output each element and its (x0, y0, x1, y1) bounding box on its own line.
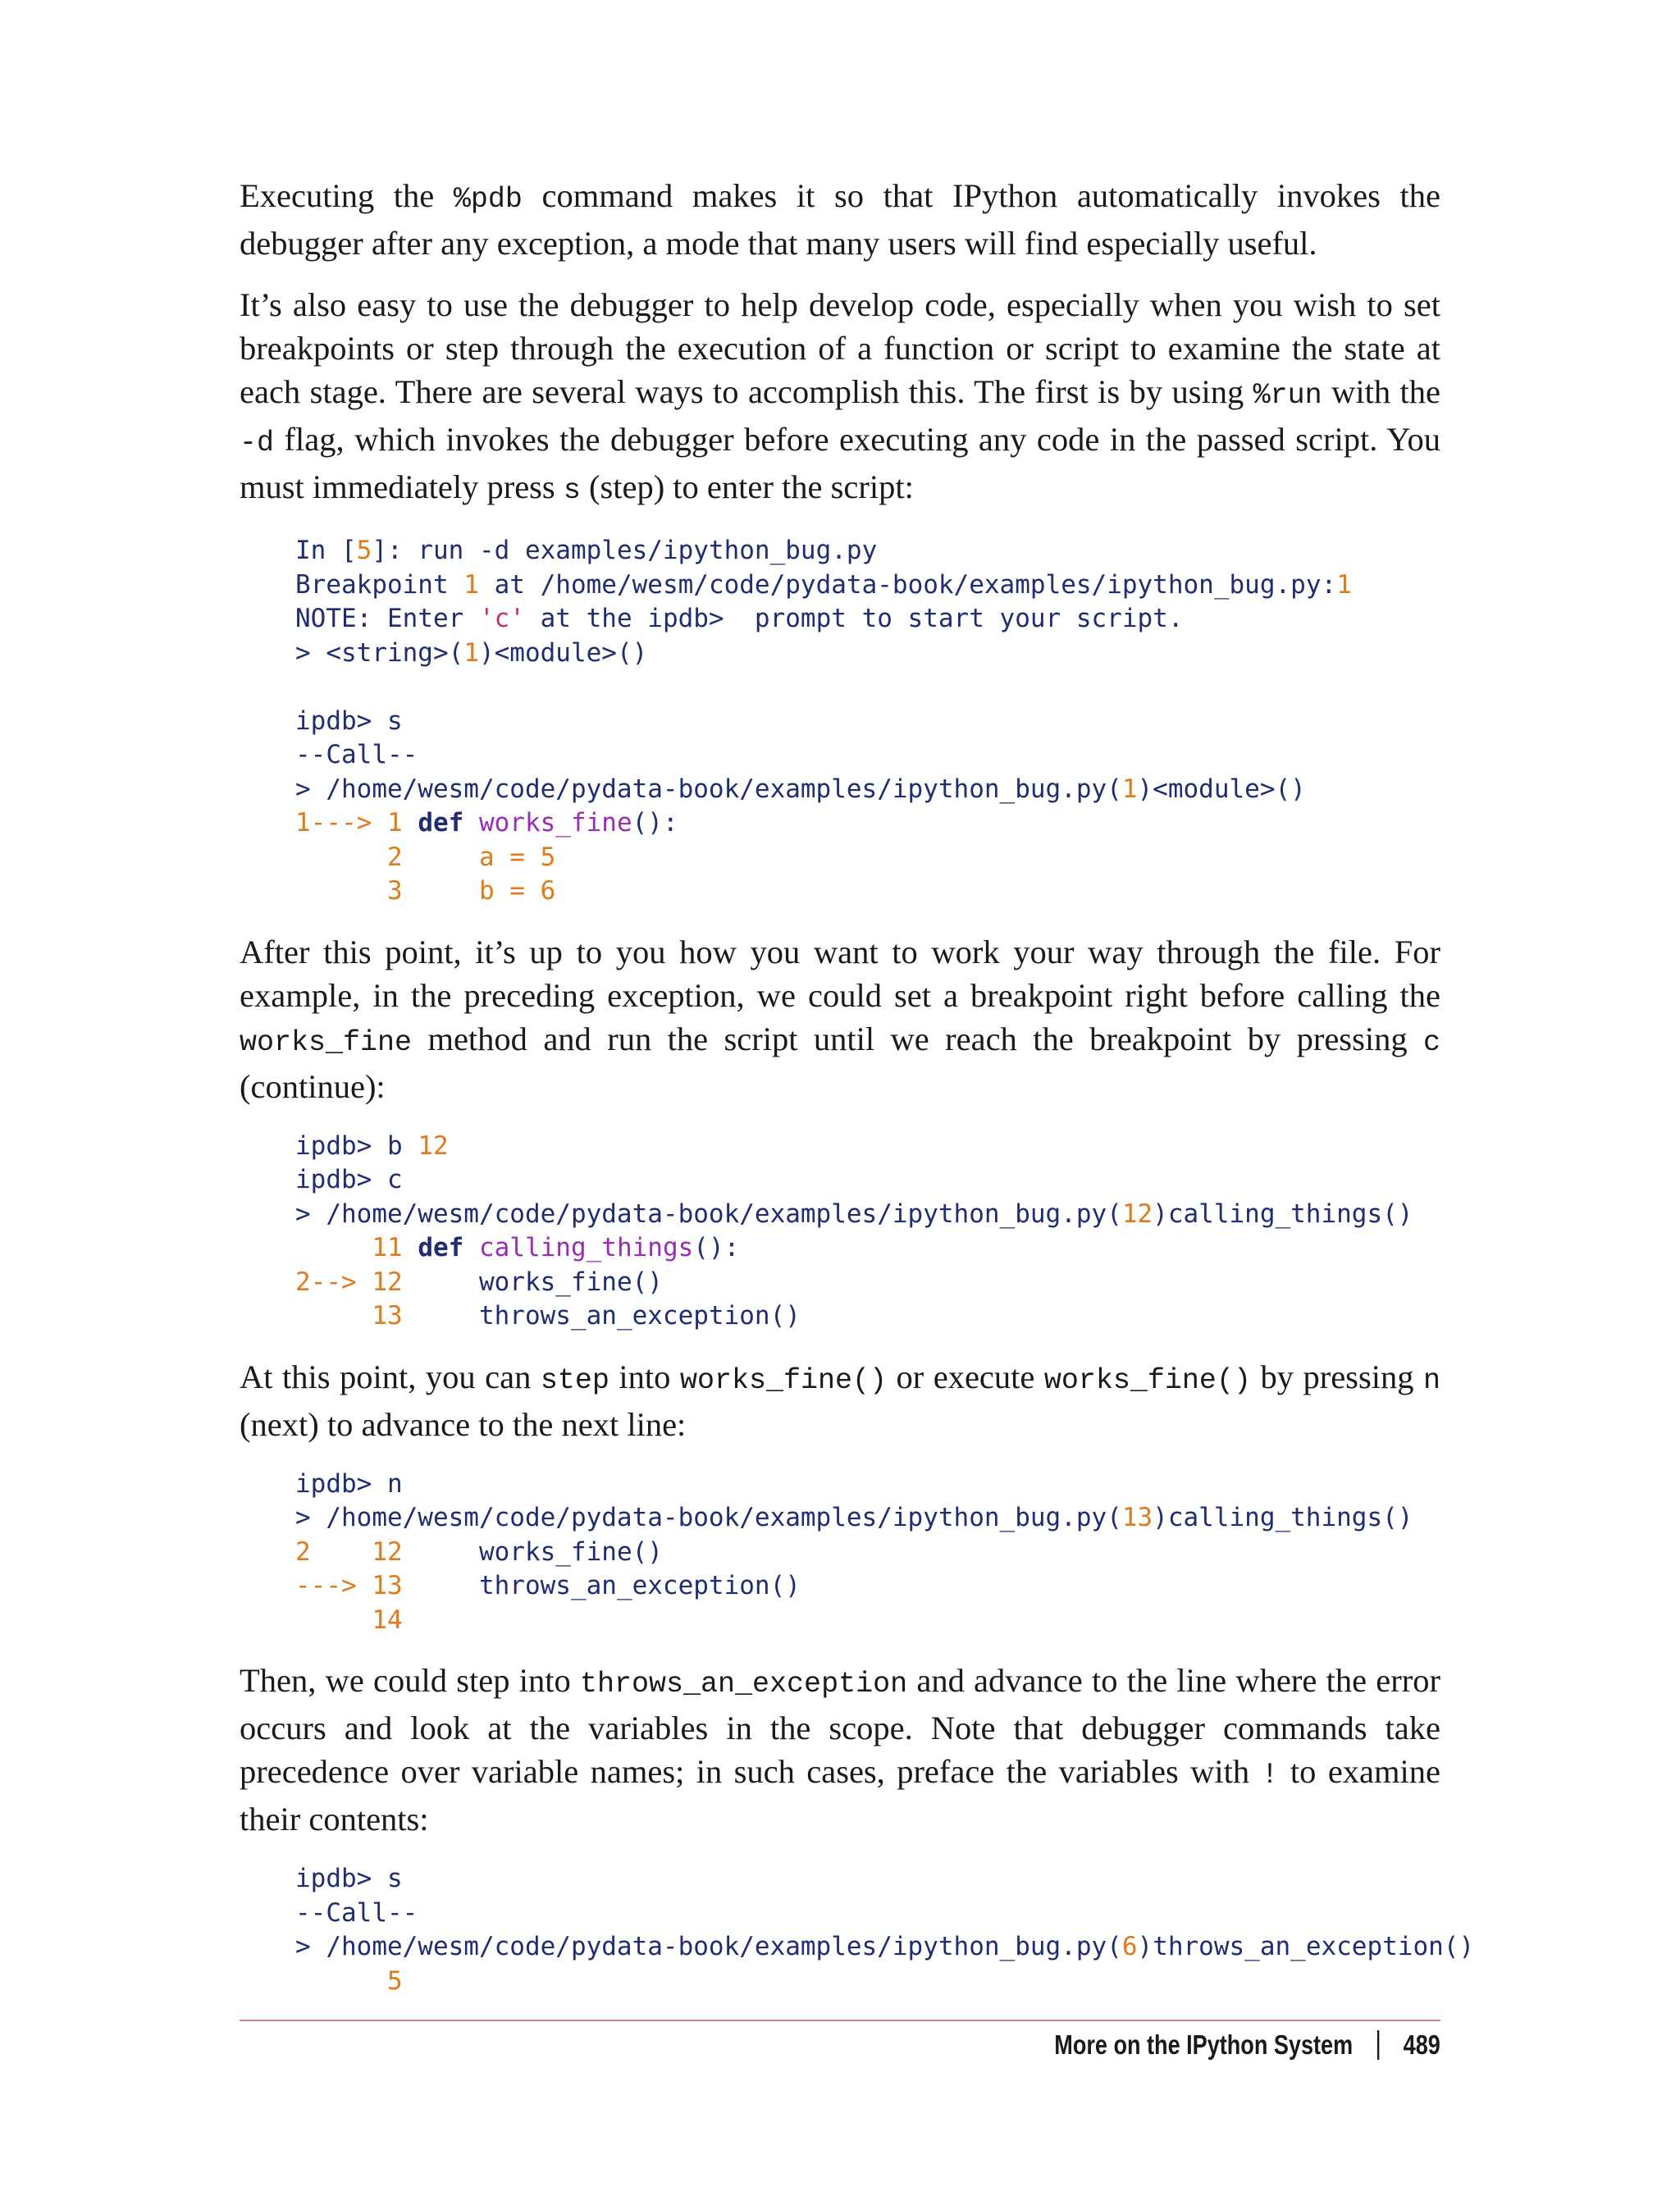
paragraph-2: It’s also easy to use the debugger to help develop code, especially when you wish to set breakpoints or step through the execution of a function or script to examine the state at each stage. There are several ways to accomplish this. The first is by using %run with the -d flag, which invokes the debugger before executing any code in the passed script. You must immediately press s (step) to enter the script: (240, 286, 1440, 507)
code-line: ipdb> c (295, 1165, 403, 1194)
code-line: 14 (295, 1605, 403, 1635)
page-body (240, 174, 1475, 1998)
code-line: > <string>(1)<module>() (295, 637, 648, 668)
code-line: 1---> 1 def works_fine(): (295, 808, 678, 838)
code-line: 5 (295, 1965, 403, 1996)
code-line: Breakpoint 1 at /home/wesm/code/pydata-book/examples/ipython_bug.py:1 (295, 569, 1352, 600)
code-block-2 (295, 1130, 1440, 1334)
paragraph-1: Executing the %pdb command makes it so that IPython automatically invokes the debugger after any exception, a mode that many users will find especially useful. (240, 177, 1440, 262)
paragraph-3: After this point, it’s up to you how you want to work your way through the file. For example, in the preceding exception, we could set a breakpoint right before calling the works_fine method and run the script until we reach the breakpoint by pressing c (continue): (240, 933, 1440, 1105)
code-block-4 (295, 1862, 1475, 1998)
page-number: 489 (1403, 2029, 1440, 2060)
code-line: NOTE: Enter 'c' at the ipdb> prompt to start your script. (295, 604, 1184, 633)
code-line: ipdb> s (295, 1864, 403, 1893)
code-line: --Call-- (295, 740, 418, 769)
code-line: ipdb> s (295, 705, 403, 736)
code-line: 3 b = 6 (295, 876, 556, 906)
page-footer (1054, 2029, 1440, 2061)
code-line: ---> 13 throws_an_exception() (295, 1571, 801, 1600)
code-line: > /home/wesm/code/pydata-book/examples/ipython_bug.py(1)<module>() (295, 774, 1306, 804)
code-line (295, 670, 1440, 705)
code-line: 13 throws_an_exception() (295, 1301, 801, 1331)
running-footer-title: More on the IPython System (1054, 2029, 1354, 2060)
code-line: > /home/wesm/code/pydata-book/examples/ipython_bug.py(6)throws_an_exception() (295, 1932, 1475, 1961)
footer-separator (1377, 2030, 1379, 2060)
paragraph-4: At this point, you can step into works_fine() or execute works_fine() by pressing n (next) to advance to the next line: (240, 1358, 1440, 1443)
code-line: ipdb> b 12 (295, 1130, 449, 1161)
code-block-1 (295, 534, 1440, 909)
code-line: 11 def calling_things(): (295, 1233, 740, 1262)
paragraph-5: Then, we could step into throws_an_exception and advance to the line where the error occurs and look at the variables in the scope. Note that debugger commands take precedence over variable names; in such cases, preface the variables with ! to examine their contents: (240, 1662, 1441, 1838)
code-line: ipdb> n (295, 1468, 403, 1499)
code-line: --Call-- (295, 1897, 418, 1928)
code-line: 2 12 works_fine() (295, 1536, 663, 1567)
code-line: 2--> 12 works_fine() (295, 1267, 663, 1297)
code-block-3 (295, 1468, 1440, 1638)
code-line: > /home/wesm/code/pydata-book/examples/ipython_bug.py(12)calling_things() (295, 1198, 1413, 1229)
code-line: In [5]: run -d examples/ipython_bug.py (295, 536, 878, 565)
code-line: 2 a = 5 (295, 842, 556, 872)
footer-rule (240, 2020, 1440, 2021)
code-line: > /home/wesm/code/pydata-book/examples/ipython_bug.py(13)calling_things() (295, 1503, 1413, 1532)
